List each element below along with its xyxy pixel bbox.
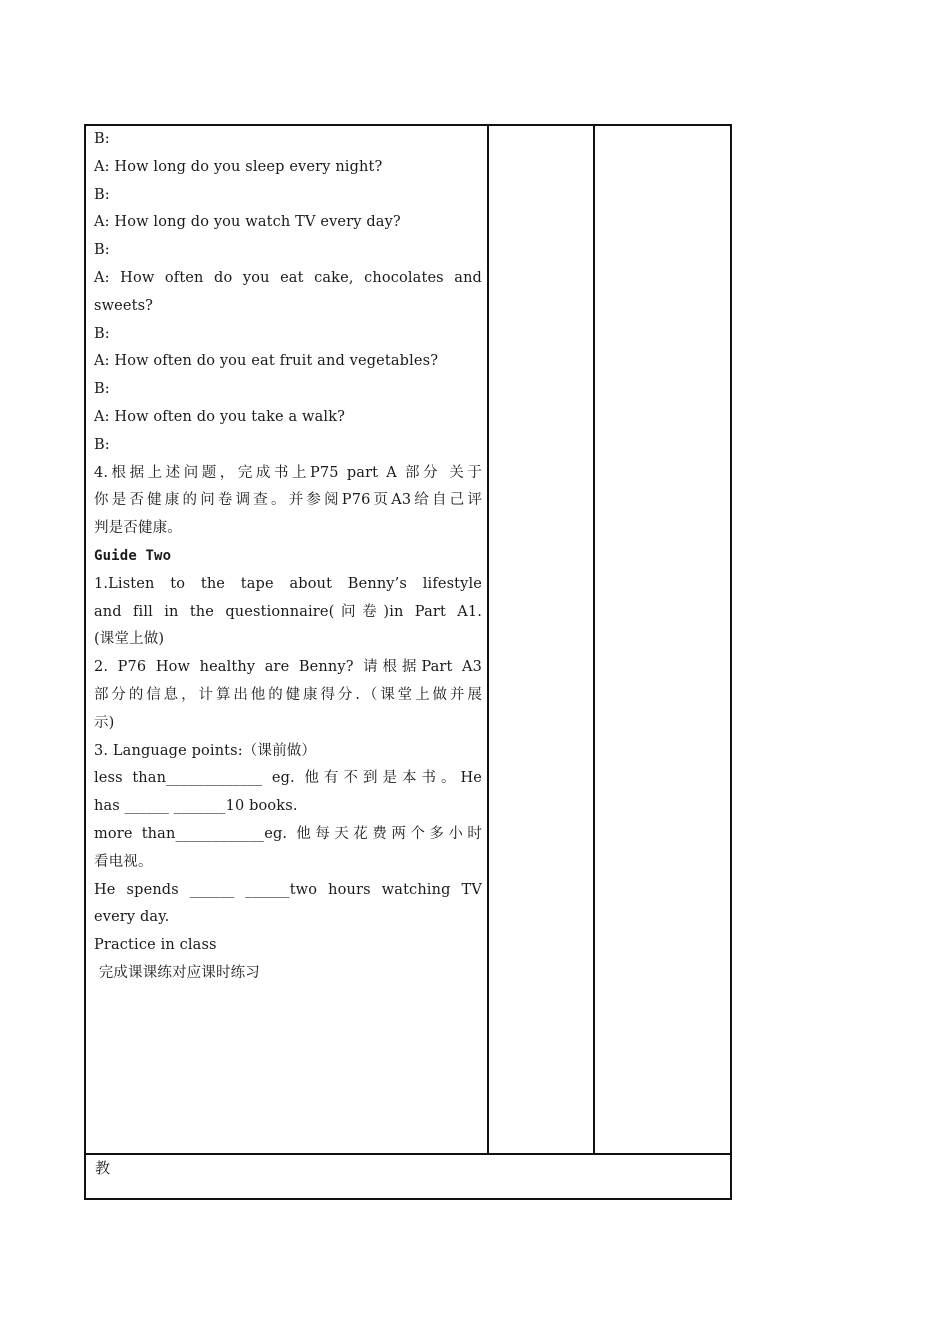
text-line: Practice in class — [94, 937, 217, 954]
text-line: sweets? — [94, 297, 154, 314]
text-line: 判是否健康。 — [94, 520, 182, 537]
text-line: B: — [94, 186, 110, 203]
text-line: A: How often do you take a walk? — [94, 408, 346, 425]
text-line: 部分的信息，计算出他的健康得分.（课堂上做并展 — [94, 686, 482, 703]
text-line: less than_____________ eg. 他有不到是本书。He — [94, 770, 482, 787]
text-line: B: — [94, 325, 110, 342]
text-line: 示) — [94, 714, 115, 731]
text-line: (课堂上做) — [94, 631, 165, 648]
text-line: 4.根据上述问题，完成书上P75 part A 部分 关于 — [94, 464, 482, 481]
text-line: B: — [94, 381, 110, 398]
text-line: every day. — [94, 909, 170, 926]
text-line: He spends ______ ______two hours watching TV — [94, 881, 482, 898]
text-line: 你是否健康的问卷调查。并参阅P76页A3给自己评 — [94, 492, 482, 509]
text-line: 1.Listen to the tape about Benny’s lifestyle — [94, 575, 482, 592]
text-line: A: How long do you watch TV every day? — [94, 214, 401, 231]
text-line: and fill in the questionnaire(问卷)in Part A1. — [94, 603, 482, 620]
right-empty-cell — [595, 126, 732, 1153]
text-line: more than____________eg. 他每天花费两个多小时 — [94, 825, 482, 842]
bottom-row-cell — [86, 1153, 730, 1198]
lesson-plan-table — [84, 124, 732, 1200]
middle-empty-cell — [489, 126, 595, 1153]
text-line: A: How often do you eat fruit and vegetables? — [94, 353, 439, 370]
text-line: B: — [94, 242, 110, 259]
content-lines — [94, 126, 482, 988]
text-line: has ______ _______10 books. — [94, 798, 298, 815]
text-line: 完成课课练对应课时练习 — [94, 964, 260, 981]
text-line: 看电视。 — [94, 853, 153, 870]
section-heading: Guide Two — [94, 547, 172, 564]
bottom-row-label: 教 — [95, 1159, 111, 1177]
text-line: 3. Language points:（课前做） — [94, 742, 317, 759]
main-content-cell — [86, 126, 489, 1153]
text-line: B: — [94, 436, 110, 453]
text-line: 2. P76 How healthy are Benny? 请根据Part A3 — [94, 659, 482, 676]
text-line: A: How often do you eat cake, chocolates and — [94, 269, 482, 286]
text-line: A: How long do you sleep every night? — [94, 158, 383, 175]
text-line: B: — [94, 131, 110, 147]
